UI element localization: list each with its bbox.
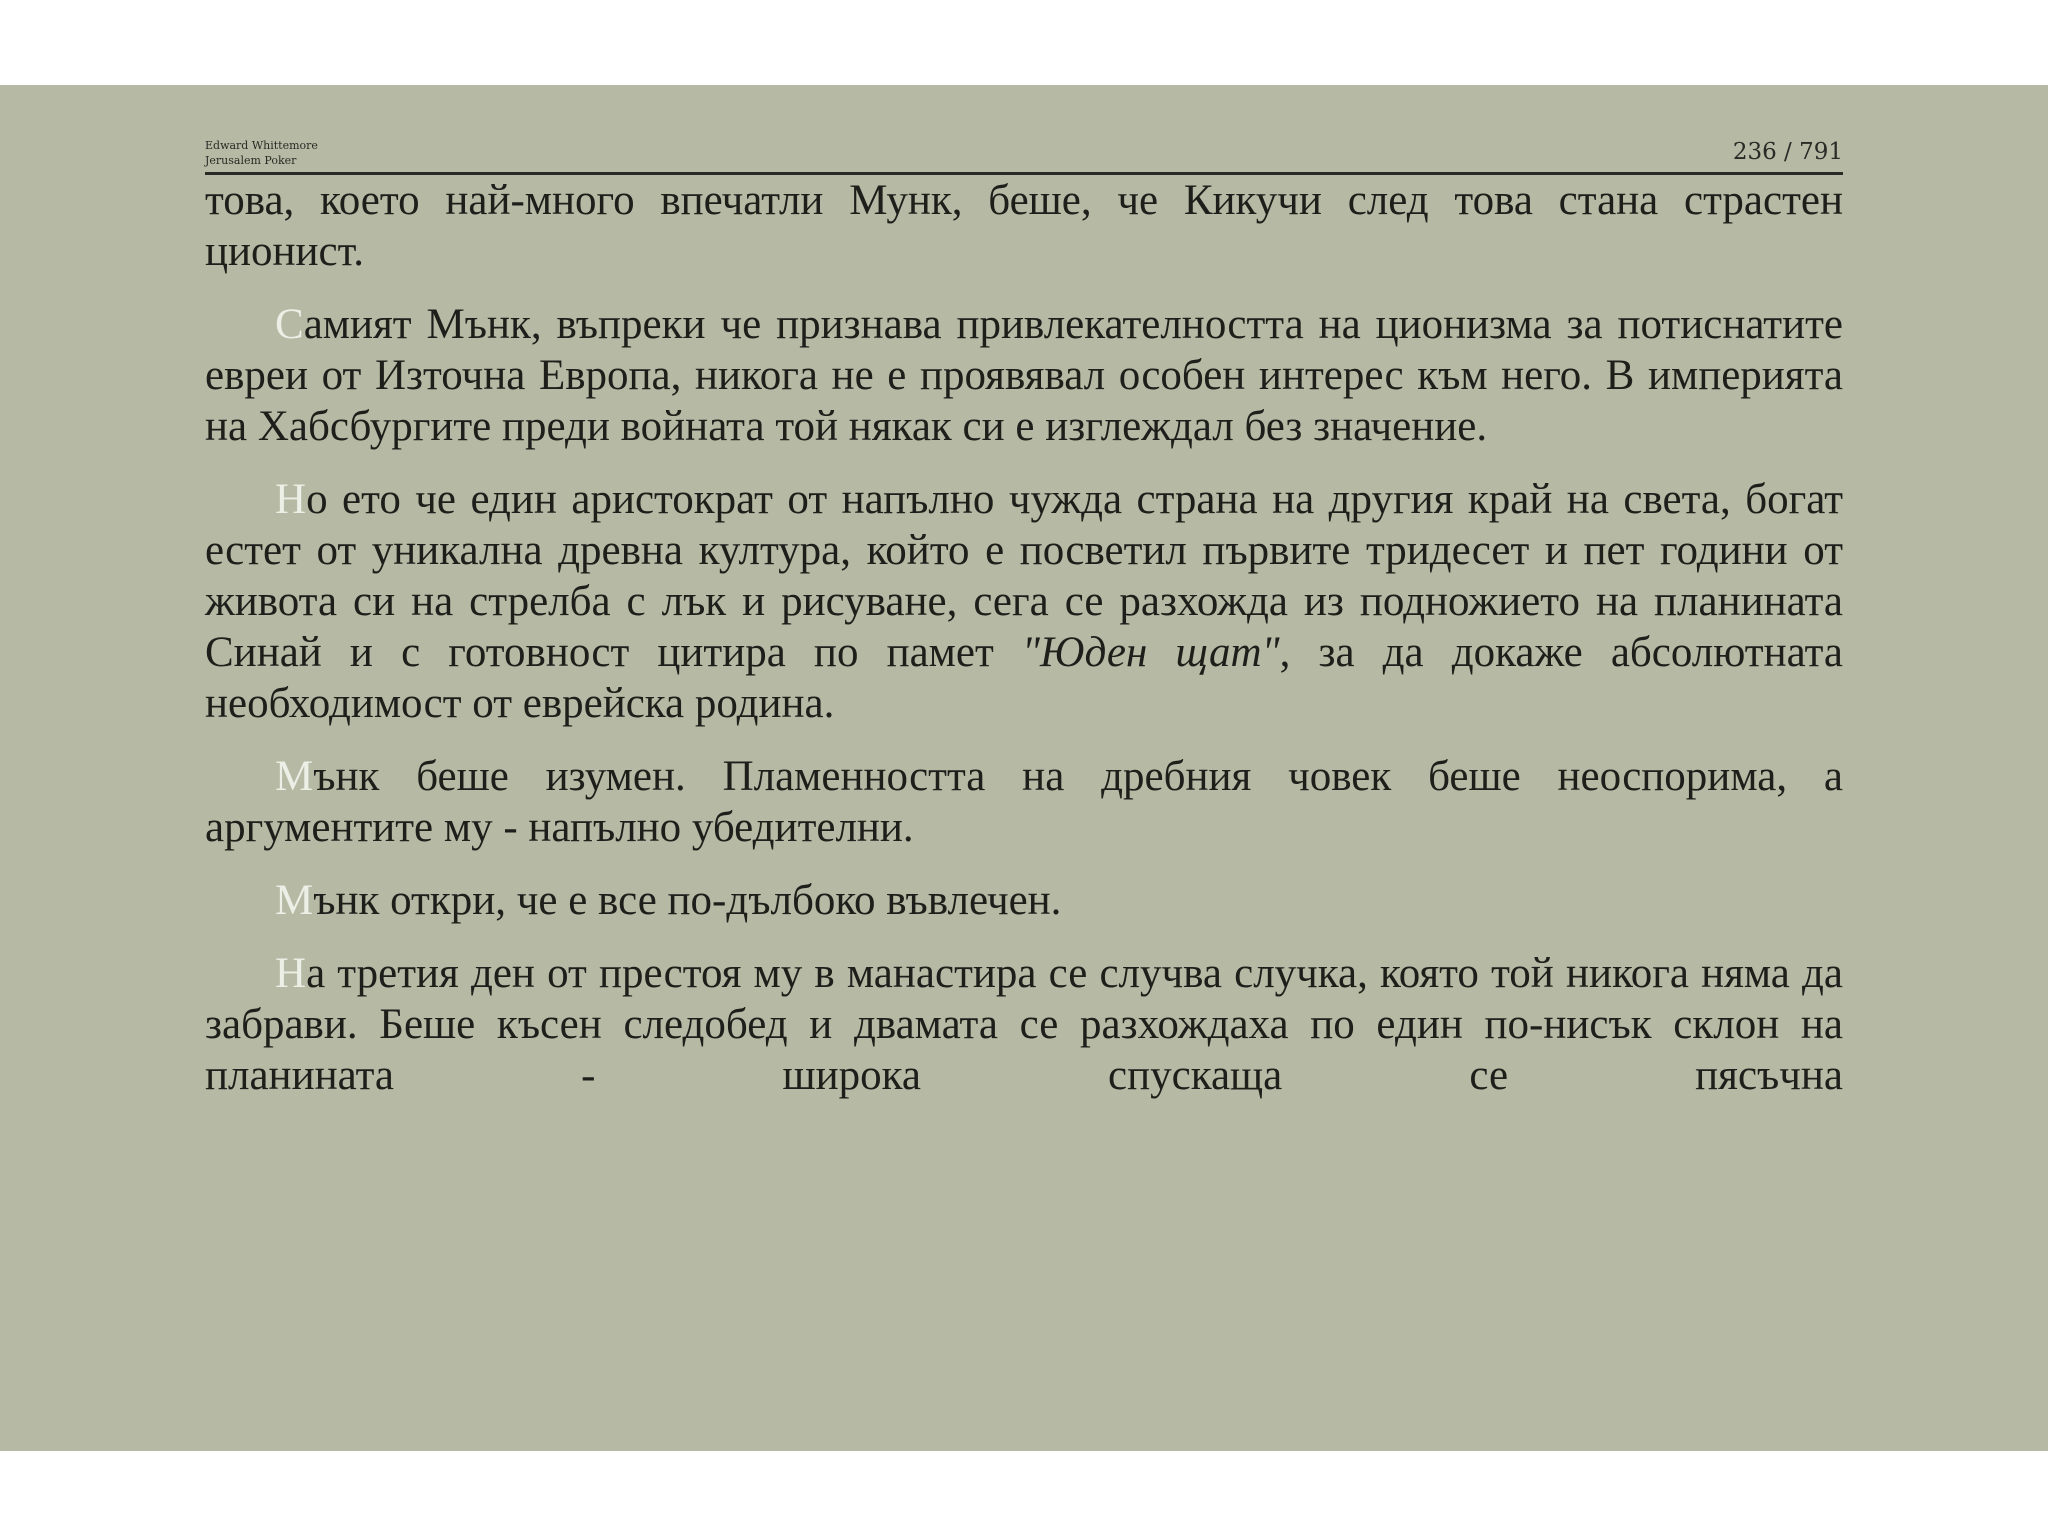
paragraph <box>205 299 1843 452</box>
body-text <box>205 175 1843 1123</box>
drop-cap: М <box>275 877 314 924</box>
book-author: Edward Whittemore <box>205 139 318 152</box>
paragraph-text: о ето че един аристократ от напълно чужда страна на другия край на света, богат естет от уникална древна култура, който е посветил първите тридесет и пет години от живота си на стрелба с лък и рисуване, сега се разхожда из подножието на планината Синай и с готовност цитира по памет <box>205 476 1843 676</box>
drop-cap: Н <box>275 476 307 523</box>
book-title: Jerusalem Poker <box>205 154 297 167</box>
paragraph-text: , за да докаже абсолютната необходимост от еврейска родина. <box>205 629 1843 727</box>
paragraph <box>205 474 1843 729</box>
paragraph <box>205 948 1843 1101</box>
paragraph-text: ънк беше изумен. Пламенността на дребния човек беше неоспорима, а аргументите му - напълно убедителни. <box>205 753 1843 851</box>
drop-cap: С <box>275 301 304 348</box>
paragraph <box>205 175 1843 277</box>
drop-cap: Н <box>275 950 307 997</box>
paragraph-text: амият Мънк, въпреки че признава привлекателността на ционизма за потиснатите евреи от Източна Европа, никога не е проявявал особен интерес към него. В империята на Хабсбургите преди войната той някак си е изглеждал без значение. <box>205 301 1843 450</box>
paragraph-text: ънк откри, че е все по-дълбоко въвлечен. <box>313 877 1062 924</box>
quoted-title: "Юден щат" <box>1021 629 1280 676</box>
paragraph <box>205 751 1843 853</box>
paragraph-text: а третия ден от престоя му в манастира се случва случка, която той никога няма да забрави. Беше късен следобед и двамата се разхождаха по един по-нисък склон на планината - широка спускаща се пясъчна <box>205 950 1843 1099</box>
book-info <box>205 138 318 168</box>
paragraph <box>205 875 1843 926</box>
page-number: 236 / 791 <box>1732 139 1843 165</box>
paragraph-text: това, което най-много впечатли Мунк, беше, че Кикучи след това стана страстен ционист. <box>205 177 1843 275</box>
drop-cap: М <box>275 753 314 800</box>
page-header <box>205 134 1843 175</box>
